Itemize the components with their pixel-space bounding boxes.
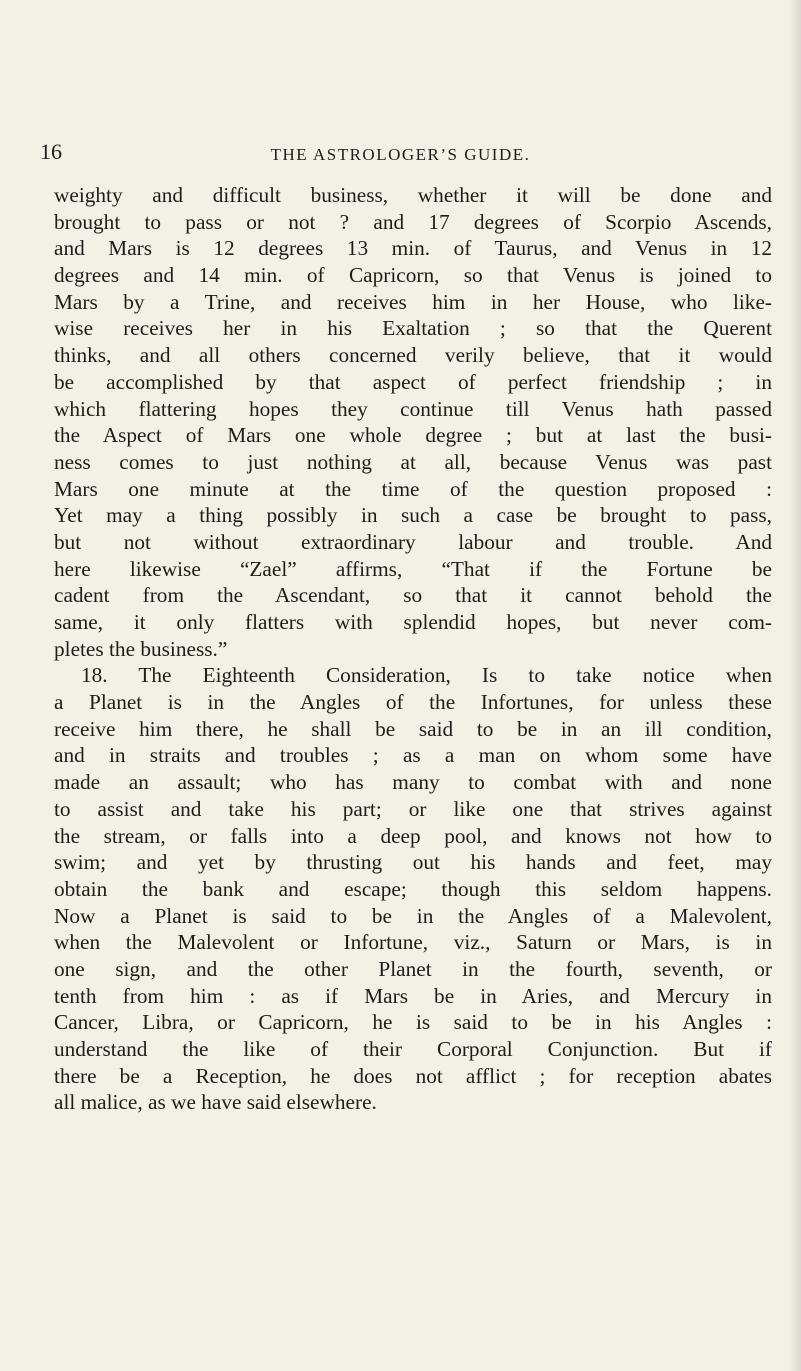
text-line: be accomplished by that aspect of perfect friendship ; in bbox=[54, 369, 772, 394]
text-line: the Aspect of Mars one whole degree ; but at last the busi- bbox=[54, 423, 772, 448]
text-line: thinks, and all others concerned verily believe, that it would bbox=[54, 343, 772, 368]
text-line: a Planet is in the Angles of the Infortunes, for unless these bbox=[54, 690, 772, 715]
text-line: ness comes to just nothing at all, because Venus was past bbox=[54, 449, 772, 474]
running-title: THE ASTROLOGER’S GUIDE. bbox=[270, 145, 531, 164]
text-line: which flattering hopes they continue till Venus hath passed bbox=[54, 396, 772, 421]
text-line: wise receives her in his Exaltation ; so that the Querent bbox=[54, 316, 772, 341]
text-line: swim; and yet by thrusting out his hands and feet, may bbox=[54, 850, 772, 875]
text-line: degrees and 14 min. of Capricorn, so that Venus is joined to bbox=[54, 263, 772, 288]
text-line: to assist and take his part; or like one that strives against bbox=[54, 796, 772, 821]
text-line: Mars by a Trine, and receives him in her House, who like- bbox=[54, 289, 772, 314]
text-line: here likewise “Zael” affirms, “That if the Fortune be bbox=[54, 556, 772, 581]
text-line: Yet may a thing possibly in such a case be brought to pass, bbox=[54, 503, 772, 528]
text-line-paragraph-end: all malice, as we have said elsewhere. bbox=[54, 1090, 377, 1115]
text-line: understand the like of their Corporal Conjunction. But if bbox=[54, 1037, 772, 1061]
page-edge-shadow bbox=[789, 0, 801, 1371]
body-text bbox=[54, 182, 772, 1116]
text-line: receive him there, he shall be said to be in an ill condition, bbox=[54, 716, 772, 741]
text-line: obtain the bank and escape; though this seldom happens. bbox=[54, 876, 772, 901]
text-line: tenth from him : as if Mars be in Aries, and Mercury in bbox=[54, 983, 772, 1008]
text-line: Mars one minute at the time of the question proposed : bbox=[54, 476, 772, 501]
text-line: made an assault; who has many to combat with and none bbox=[54, 770, 772, 795]
running-header bbox=[0, 141, 801, 171]
text-line: when the Malevolent or Infortune, viz., Saturn or Mars, is in bbox=[54, 930, 772, 955]
text-line: but not without extraordinary labour and trouble. And bbox=[54, 529, 772, 554]
text-line: same, it only flatters with splendid hopes, but never com- bbox=[54, 610, 772, 634]
text-line: there be a Reception, he does not afflict ; for reception abates bbox=[54, 1063, 772, 1088]
text-line: one sign, and the other Planet in the fourth, seventh, or bbox=[54, 956, 772, 981]
text-line: brought to pass or not ? and 17 degrees of Scorpio Ascends, bbox=[54, 209, 772, 234]
text-line: weighty and difficult business, whether it will be done and bbox=[54, 183, 772, 207]
text-line-paragraph-end: pletes the business.” bbox=[54, 636, 228, 661]
text-line: and Mars is 12 degrees 13 min. of Taurus, and Venus in 12 bbox=[54, 236, 772, 261]
text-line: and in straits and troubles ; as a man on whom some have bbox=[54, 743, 772, 768]
text-line: Now a Planet is said to be in the Angles of a Malevolent, bbox=[54, 903, 772, 928]
page-number: 16 bbox=[40, 139, 62, 164]
text-line-paragraph-start: 18. The Eighteenth Consideration, Is to take notice when bbox=[81, 663, 772, 688]
text-line: Cancer, Libra, or Capricorn, he is said to be in his Angles : bbox=[54, 1010, 772, 1035]
text-line: the stream, or falls into a deep pool, and knows not how to bbox=[54, 823, 772, 848]
text-line: cadent from the Ascendant, so that it cannot behold the bbox=[54, 583, 772, 608]
